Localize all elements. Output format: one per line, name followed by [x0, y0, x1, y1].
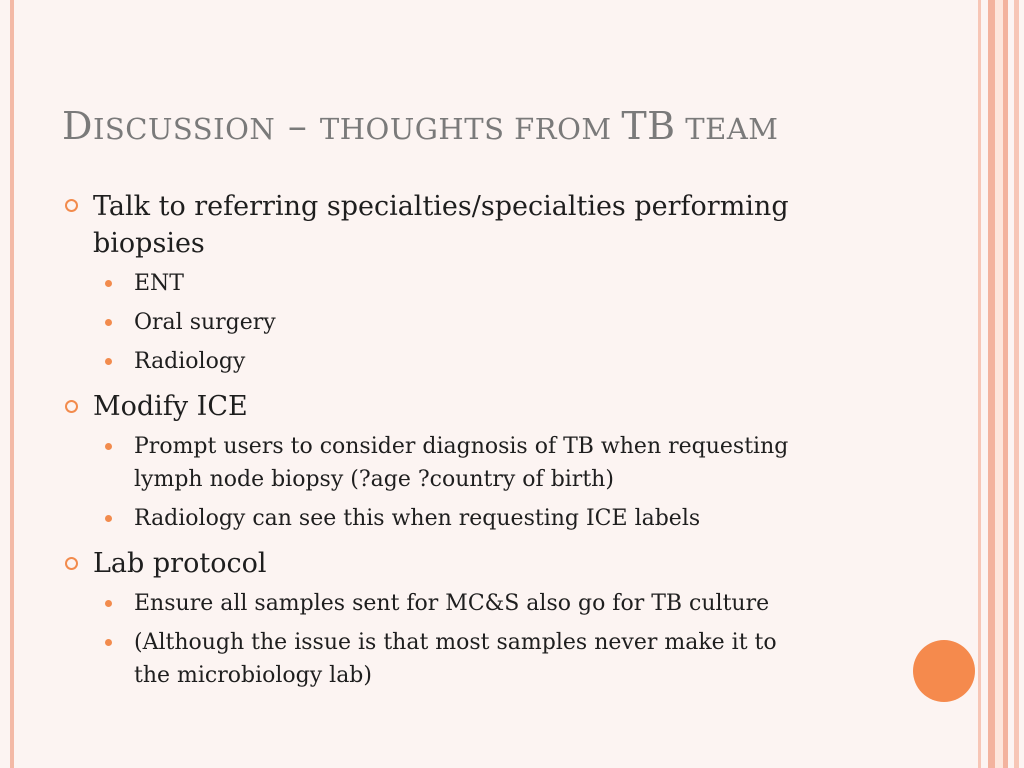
dot-bullet-icon: [105, 319, 112, 326]
sub-bullet-text: Radiology can see this when requesting ICE labels: [134, 506, 701, 531]
sub-bullet-line: lymph node biopsy (?age ?country of birth): [134, 467, 614, 492]
bullet-text: [93, 188, 853, 262]
sub-bullet-line: Prompt users to consider diagnosis of TB when requesting: [134, 434, 789, 459]
bullet-line: Talk to referring specialties/specialties performing: [93, 191, 789, 222]
dot-bullet-icon: [105, 280, 112, 287]
sub-bullet-text: [134, 430, 874, 496]
title-part: TEAM: [675, 112, 779, 146]
sub-bullet-text: Radiology: [134, 349, 246, 374]
sub-bullet-text: Ensure all samples sent for MC&S also go for TB culture: [134, 591, 770, 616]
title-part: ISCUSSION: [92, 112, 276, 146]
sub-bullet-text: [134, 626, 874, 692]
sub-bullet-line: the microbiology lab): [134, 663, 372, 688]
sub-bullet-line: (Although the issue is that most samples never make it to: [134, 630, 777, 655]
dot-bullet-icon: [105, 515, 112, 522]
bullet-text: Lab protocol: [93, 548, 267, 579]
sub-bullet-text: Oral surgery: [134, 310, 276, 335]
title-part: D: [62, 104, 93, 148]
bullet-line: biopsies: [93, 228, 205, 259]
decorative-orange-circle: [913, 640, 975, 702]
circle-bullet-icon: [65, 557, 78, 570]
title-part: TB: [621, 104, 676, 148]
title-part: –: [275, 104, 320, 148]
sub-bullet-text: ENT: [134, 271, 184, 296]
dot-bullet-icon: [105, 358, 112, 365]
dot-bullet-icon: [105, 443, 112, 450]
dot-bullet-icon: [105, 600, 112, 607]
dot-bullet-icon: [105, 639, 112, 646]
bullet-text: Modify ICE: [93, 391, 248, 422]
circle-bullet-icon: [65, 199, 78, 212]
circle-bullet-icon: [65, 400, 78, 413]
title-part: THOUGHTS FROM: [319, 112, 622, 146]
